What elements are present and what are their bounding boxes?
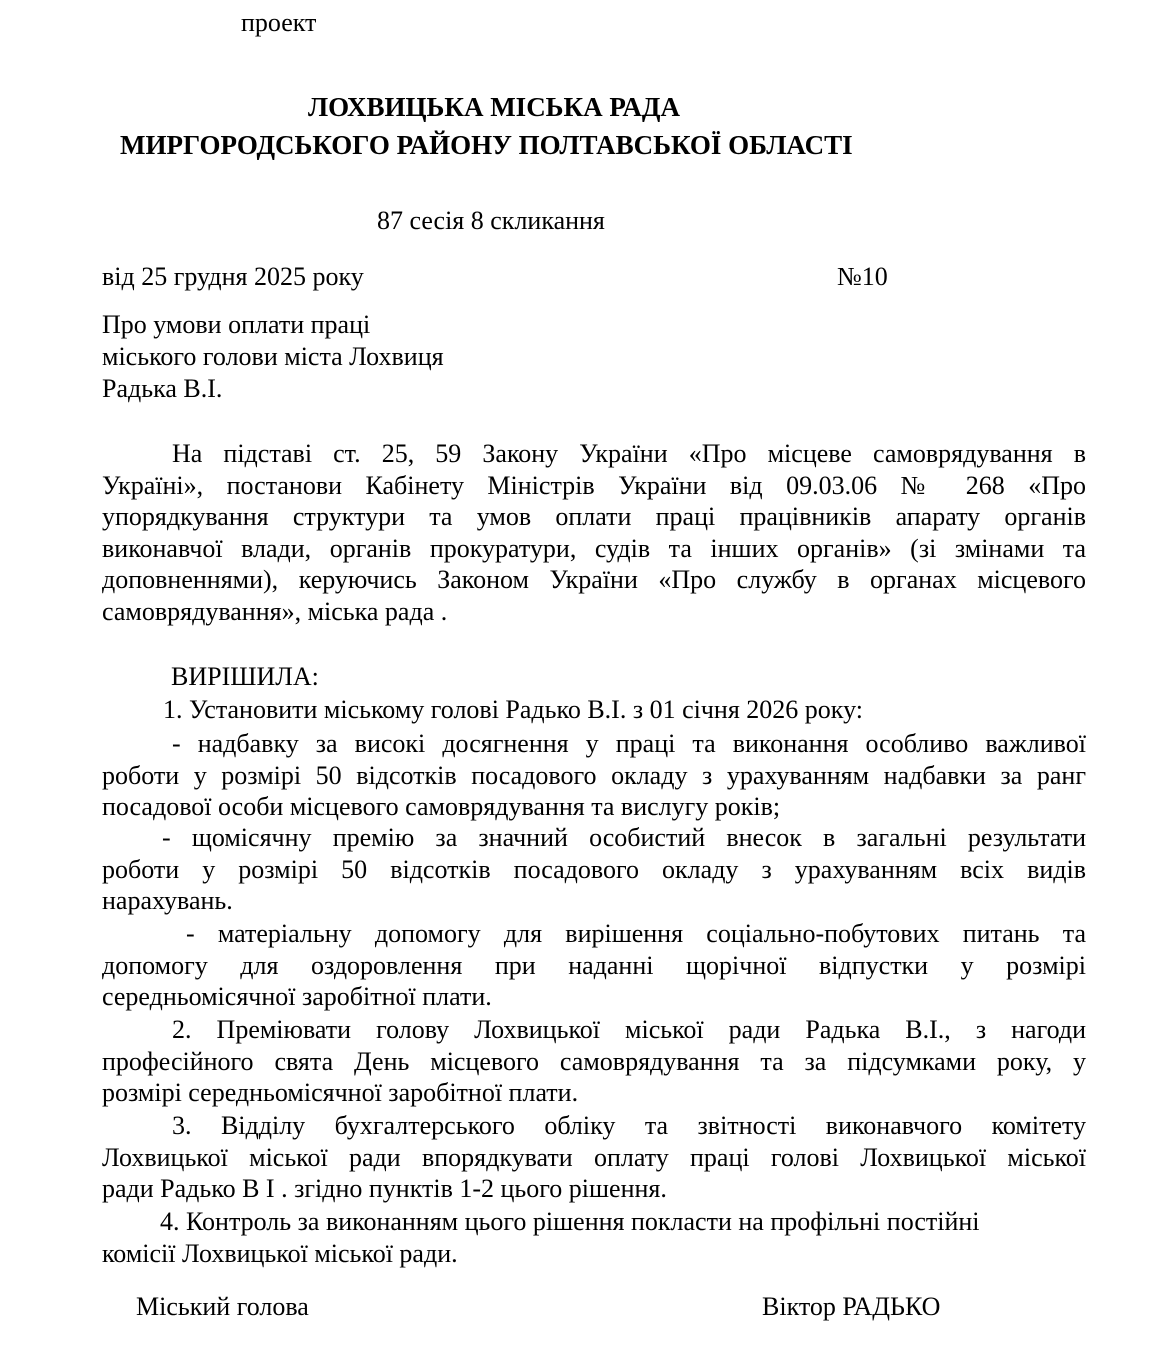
- subject-line: Про умови оплати праці: [102, 310, 371, 339]
- decision-number: №10: [837, 262, 888, 291]
- text-line: 3. Відділу бухгалтерського обліку та звітності виконавчого комітету: [172, 1111, 1086, 1140]
- subject-line: Радька В.І.: [102, 374, 223, 403]
- text-line: - надбавку за високі досягнення у праці та виконання особливо важливої: [172, 729, 1086, 758]
- item-4-paragraph: [102, 1206, 1086, 1269]
- text-line: роботи у розмірі 50 відсотків посадового окладу з урахуванням всіх видів: [102, 854, 1086, 884]
- item-2-paragraph: [102, 1014, 1086, 1109]
- text-line: професійного свята День місцевого самоврядування та за підсумками року, у: [102, 1046, 1086, 1076]
- subject-line: міського голови міста Лохвиця: [102, 342, 444, 371]
- text-line: - матеріальну допомогу для вирішення соціально-побутових питань та: [186, 919, 1086, 948]
- item-1-intro: 1. Установити міському голові Радько В.І. з 01 січня 2026 року:: [163, 695, 863, 724]
- text-line: упорядкування структури та умов оплати праці працівників апарату органів: [102, 502, 1086, 531]
- signature-name: Віктор РАДЬКО: [762, 1292, 941, 1321]
- text-line: допомогу для оздоровлення при наданні щорічної відпустки у розмірі: [102, 950, 1086, 980]
- signature-title: Міський голова: [136, 1292, 309, 1321]
- text-line: самоврядування», міська рада .: [102, 596, 448, 626]
- draft-label: проект: [241, 8, 317, 37]
- text-line: середньомісячної заробітної плати.: [102, 982, 492, 1011]
- text-line: нарахувань.: [102, 886, 233, 915]
- text-line: На підставі ст. 25, 59 Закону України «Про місцеве самоврядування в: [172, 439, 1086, 468]
- text-line: Україні», постанови Кабінету Міністрів України від 09.03.06 № 268 «Про: [102, 470, 1086, 500]
- decision-date: від 25 грудня 2025 року: [102, 262, 364, 291]
- text-line: комісії Лохвицької міської ради.: [102, 1238, 458, 1268]
- item-1-bullet: [102, 822, 1086, 917]
- text-line: роботи у розмірі 50 відсотків посадового окладу з урахуванням надбавки за ранг: [102, 760, 1086, 790]
- preamble-paragraph: [102, 438, 1086, 627]
- text-line: ради Радько В І . згідно пунктів 1-2 цього рішення.: [102, 1174, 667, 1203]
- decided-label: ВИРІШИЛА:: [171, 662, 319, 691]
- item-1-bullet: [102, 728, 1086, 823]
- session-info: 87 сесія 8 скликання: [377, 206, 605, 235]
- item-1-bullet: [102, 918, 1086, 1013]
- council-name: ЛОХВИЦЬКА МІСЬКА РАДА: [308, 92, 680, 122]
- text-line: посадової особи місцевого самоврядування та вислугу років;: [102, 792, 781, 821]
- text-line: доповненнями), керуючись Законом України «Про службу в органах місцевого: [102, 565, 1086, 594]
- item-3-paragraph: [102, 1110, 1086, 1205]
- text-line: виконавчої влади, органів прокуратури, судів та інших органів» (зі змінами та: [102, 533, 1086, 563]
- text-line: 2. Преміювати голову Лохвицької міської ради Радька В.І., з нагоди: [172, 1015, 1086, 1044]
- council-district: МИРГОРОДСЬКОГО РАЙОНУ ПОЛТАВСЬКОЇ ОБЛАСТІ: [120, 130, 853, 160]
- text-line: 4. Контроль за виконанням цього рішення покласти на профільні постійні: [160, 1207, 980, 1236]
- text-line: розмірі середньомісячної заробітної плати.: [102, 1078, 579, 1107]
- text-line: Лохвицької міської ради впорядкувати оплату праці голові Лохвицької міської: [102, 1142, 1086, 1172]
- text-line: - щомісячну премію за значний особистий внесок в загальні результати: [162, 823, 1086, 852]
